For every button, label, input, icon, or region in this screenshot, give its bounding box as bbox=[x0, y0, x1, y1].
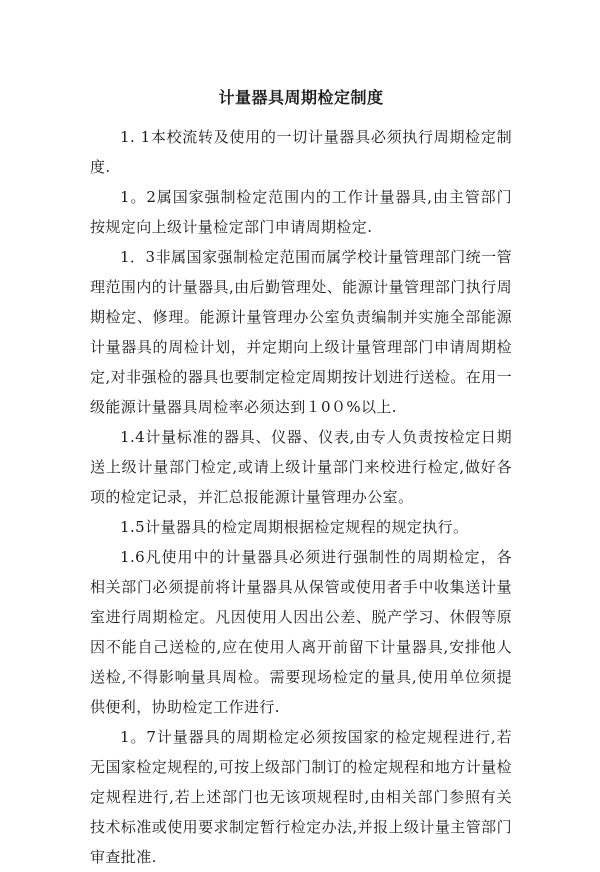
clause-1-6: 1.6凡使用中的计量器具必须进行强制性的周期检定，各相关部门必须提前将计量器具从保管或使用者手中收集送计量室进行周期检定。凡因使用人因出公差、脱产学习、休假等原因不能自己送检的,应在使用人离开前留下计量器具,安排他人送检,不得影响量具周检。需要现场检定的量具,使用单位须提供便利，协助检定工作进行. bbox=[90, 548, 512, 716]
clause-1-2: 1。2属国家强制检定范围内的工作计量器具,由主管部门按规定向上级计量检定部门申请周期检定. bbox=[90, 188, 512, 236]
clause-1-5: 1.5计量器具的检定周期根据检定规程的规定执行。 bbox=[120, 518, 469, 536]
clause-1-1: 1. 1本校流转及使用的一切计量器具必须执行周期检定制度. bbox=[90, 128, 512, 176]
document-title: 计量器具周期检定制度 bbox=[218, 88, 384, 107]
clause-1-4: 1.4计量标准的器具、仪器、仪表,由专人负责按检定日期送上级计量部门检定,或请上级计量部门来校进行检定,做好各项的检定记录，并汇总报能源计量管理办公室。 bbox=[90, 428, 512, 506]
clause-1-7: 1。7计量器具的周期检定必须按国家的检定规程进行,若无国家检定规程的,可按上级部门制订的检定规程和地方计量检定规程进行,若上述部门也无该项规程时,由相关部门参照有关技术标准或使用要求制定暂行检定办法,并报上级计量主管部门审查批准. bbox=[90, 728, 512, 866]
clause-1-3: 1．3非属国家强制检定范围而属学校计量管理部门统一管理范围内的计量器具,由后勤管理处、能源计量管理部门执行周期检定、修理。能源计量管理办公室负责编制并实施全部能源计量器具的周检计划，并定期向上级计量管理部门申请周期检定,对非强检的器具也要制定检定周期按计划进行送检。在用一级能源计量器具周检率必须达到１0０%以上. bbox=[90, 248, 512, 416]
